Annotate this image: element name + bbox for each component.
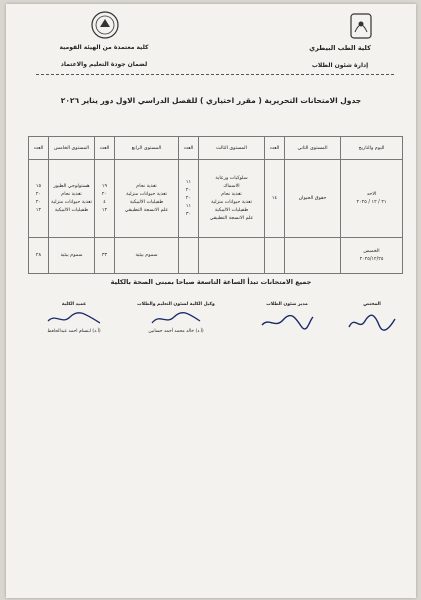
- signature-block-officer: [342, 302, 402, 333]
- count: ١١: [185, 179, 192, 185]
- empty-cell: [265, 238, 285, 274]
- day-name: الاحد: [366, 191, 377, 197]
- accreditation-header: [34, 44, 174, 68]
- header-day-date: اليوم والتاريخ: [341, 137, 403, 160]
- subject: طفيليات الالبيكية: [54, 207, 89, 213]
- signature-title: عميد الكلية: [61, 302, 87, 307]
- signature-block-affairs-director: [252, 302, 322, 333]
- subject: تغذية حيوانات منزلية: [51, 199, 92, 205]
- exam-time-note: جميع الامتحانات تبدأ الساعة التاسعة صباحا بمبنى الصحة بالكلية: [110, 278, 312, 286]
- level4-counts: [95, 160, 115, 238]
- level3-subjects: [199, 160, 265, 238]
- subject: سلوكيات ورعاية: [215, 175, 248, 181]
- empty-cell: [285, 238, 341, 274]
- empty-cell: [179, 238, 199, 274]
- count: ١٤: [271, 195, 278, 201]
- level5-count: ٢٨: [29, 238, 49, 274]
- subject: طفيليات الالبيكية: [129, 199, 164, 205]
- subject: تغذية حيوانات منزلية: [126, 191, 167, 197]
- table-header-row: [29, 137, 403, 160]
- level4-subjects: [115, 160, 179, 238]
- empty-cell: [199, 238, 265, 274]
- count: ١٩: [101, 183, 108, 189]
- count: ١١: [185, 203, 192, 209]
- count: ١٢: [101, 207, 108, 213]
- subject: حقوق الحيوان: [298, 195, 327, 201]
- count: ١٢: [35, 207, 42, 213]
- subject: علم الانسجة التطبيقي: [209, 215, 254, 221]
- day-date-cell: [341, 238, 403, 274]
- department-name: إدارة شئون الطلاب: [311, 62, 369, 69]
- header-level5: المستوى الخامس: [49, 137, 95, 160]
- level4-count: ٣٣: [95, 238, 115, 274]
- subject: تغذية نحام: [61, 191, 82, 197]
- signature-title: المختص: [363, 302, 381, 307]
- signature-title: مدير شئون الطلاب: [266, 302, 308, 307]
- header-count: العدد: [29, 137, 49, 160]
- count: ٢٠: [185, 187, 192, 193]
- header-level2: المستوى الثاني: [285, 137, 341, 160]
- accreditation-line1: كلية معتمدة من الهيئة القومية: [59, 44, 149, 51]
- signatory-name: (أ.د) ابتسام احمد عبدالحافظ: [47, 329, 101, 334]
- handwritten-signature-icon: [146, 311, 206, 327]
- faculty-logo-icon: [348, 12, 374, 42]
- signatory-name: (أ.د) خالد محمد أحمد حسانين: [148, 329, 204, 334]
- count: ٢٠: [185, 195, 192, 201]
- header-count: العدد: [179, 137, 199, 160]
- level2-subjects: [285, 160, 341, 238]
- subject: هستولوجي الطيور: [53, 183, 90, 189]
- count: ٤: [103, 199, 106, 205]
- level2-counts: [265, 160, 285, 238]
- table-row: [29, 238, 403, 274]
- subject: تغذية حيوانات منزلية: [211, 199, 252, 205]
- handwritten-signature-icon: [345, 311, 399, 333]
- count: ١٥: [35, 183, 42, 189]
- exam-schedule-table: [28, 136, 403, 274]
- accreditation-line2: لضمان جودة التعليم والاعتماد: [60, 61, 148, 68]
- subject: الاسماك: [223, 183, 240, 189]
- handwritten-signature-icon: [44, 311, 104, 327]
- header-count: العدد: [265, 137, 285, 160]
- level4-subject: سموم بيئية: [115, 238, 179, 274]
- level3-counts: [179, 160, 199, 238]
- subject: طفيليات الالبيكية: [214, 207, 249, 213]
- day-date-cell: [341, 160, 403, 238]
- day-name: الخميس: [363, 248, 380, 254]
- faculty-header: [280, 44, 400, 69]
- signature-title: وكيل الكلية لشئون التعليم والطلاب: [137, 302, 215, 307]
- exam-date: ٢٠٢٥/١٢/٢٥: [359, 256, 384, 262]
- faculty-name: كلية الطب البيطري: [309, 44, 371, 52]
- exam-date: ٢١ / ١٢ / ٢٠٢٥: [356, 199, 387, 205]
- signature-block-vice-dean: [116, 302, 236, 334]
- level5-subjects: [49, 160, 95, 238]
- header-level3: المستوى الثالث: [199, 137, 265, 160]
- subject: تغذية نحام: [136, 183, 157, 189]
- handwritten-signature-icon: [257, 311, 317, 333]
- table-row: [29, 160, 403, 238]
- level5-counts: [29, 160, 49, 238]
- exam-schedule-page: [6, 4, 416, 598]
- count: ٣٠: [185, 211, 192, 217]
- count: ٢٠: [35, 199, 42, 205]
- count: ٢٠: [35, 191, 42, 197]
- accreditation-logo-icon: [90, 10, 120, 40]
- subject: علم الانسجة التطبيقي: [124, 207, 169, 213]
- header-level4: المستوى الرابع: [115, 137, 179, 160]
- level5-subject: سموم بيئية: [49, 238, 95, 274]
- signature-block-dean: [24, 302, 124, 334]
- document-title: جدول الامتحانات التحريرية ( مقرر اختياري ) للفصل الدراسي الاول دور يناير ٢٠٢٦: [60, 96, 362, 105]
- header-divider: [36, 74, 394, 75]
- header-count: العدد: [95, 137, 115, 160]
- subject: تغذية نحام: [221, 191, 242, 197]
- count: ٢٠: [101, 191, 108, 197]
